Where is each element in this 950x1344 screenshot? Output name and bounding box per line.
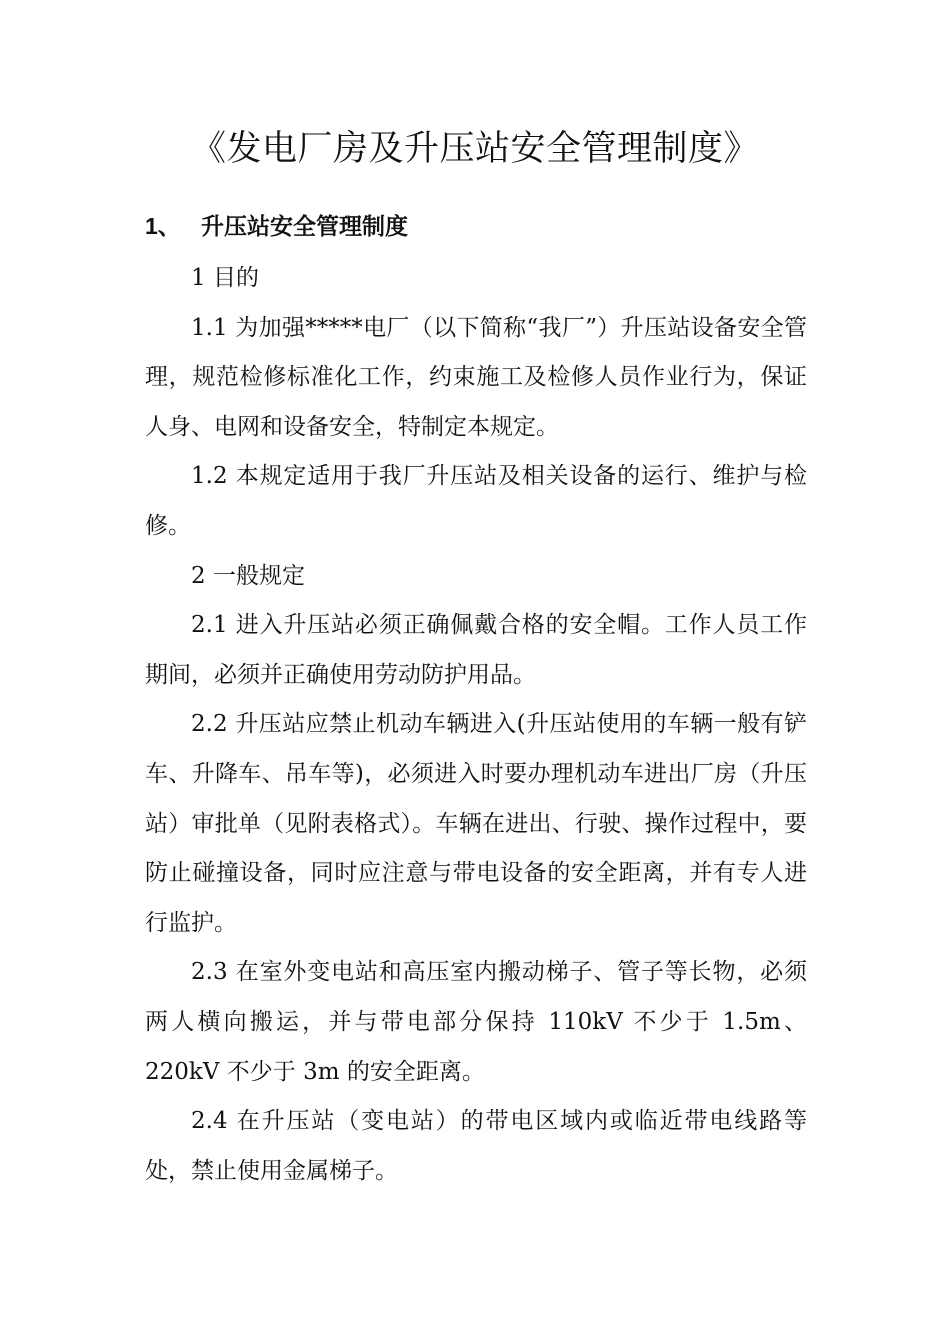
paragraph-2-1: 2.1 进入升压站必须正确佩戴合格的安全帽。工作人员工作期间，必须并正确使用劳动防护用品。 — [145, 612, 807, 688]
paragraph-general-heading: 2 一般规定 — [191, 562, 305, 589]
paragraph-2-4: 2.4 在升压站（变电站）的带电区域内或临近带电线路等处，禁止使用金属梯子。 — [145, 1108, 807, 1184]
paragraph-2-2: 2.2 升压站应禁止机动车辆进入(升压站使用的车辆一般有铲车、升降车、吊车等)，必须进入时要办理机动车进出厂房（升压站）审批单（见附表格式）。车辆在进出、行驶、操作过程中，要防止碰撞设备，同时应注意与带电设备的安全距离，并有专人进行监护。 — [145, 711, 807, 936]
section-heading — [145, 206, 408, 247]
paragraph-2-3: 2.3 在室外变电站和高压室内搬动梯子、管子等长物，必须两人横向搬运，并与带电部分保持 110kV 不少于 1.5m、220kV 不少于 3m 的安全距离。 — [145, 959, 807, 1085]
document-body — [145, 254, 807, 1196]
paragraph-purpose-heading: 1 目的 — [191, 265, 259, 291]
document-title: 《发电厂房及升压站安全管理制度》 — [190, 129, 759, 169]
paragraph-1-2: 1.2 本规定适用于我厂升压站及相关设备的运行、维护与检修。 — [145, 463, 807, 539]
section-title: 升压站安全管理制度 — [201, 213, 408, 240]
section-number: 1、 — [145, 213, 181, 239]
paragraph-1-1: 1.1 为加强*****电厂（以下简称“我厂”）升压站设备安全管理，规范检修标准化工作，约束施工及检修人员作业行为，保证人身、电网和设备安全，特制定本规定。 — [145, 314, 807, 440]
